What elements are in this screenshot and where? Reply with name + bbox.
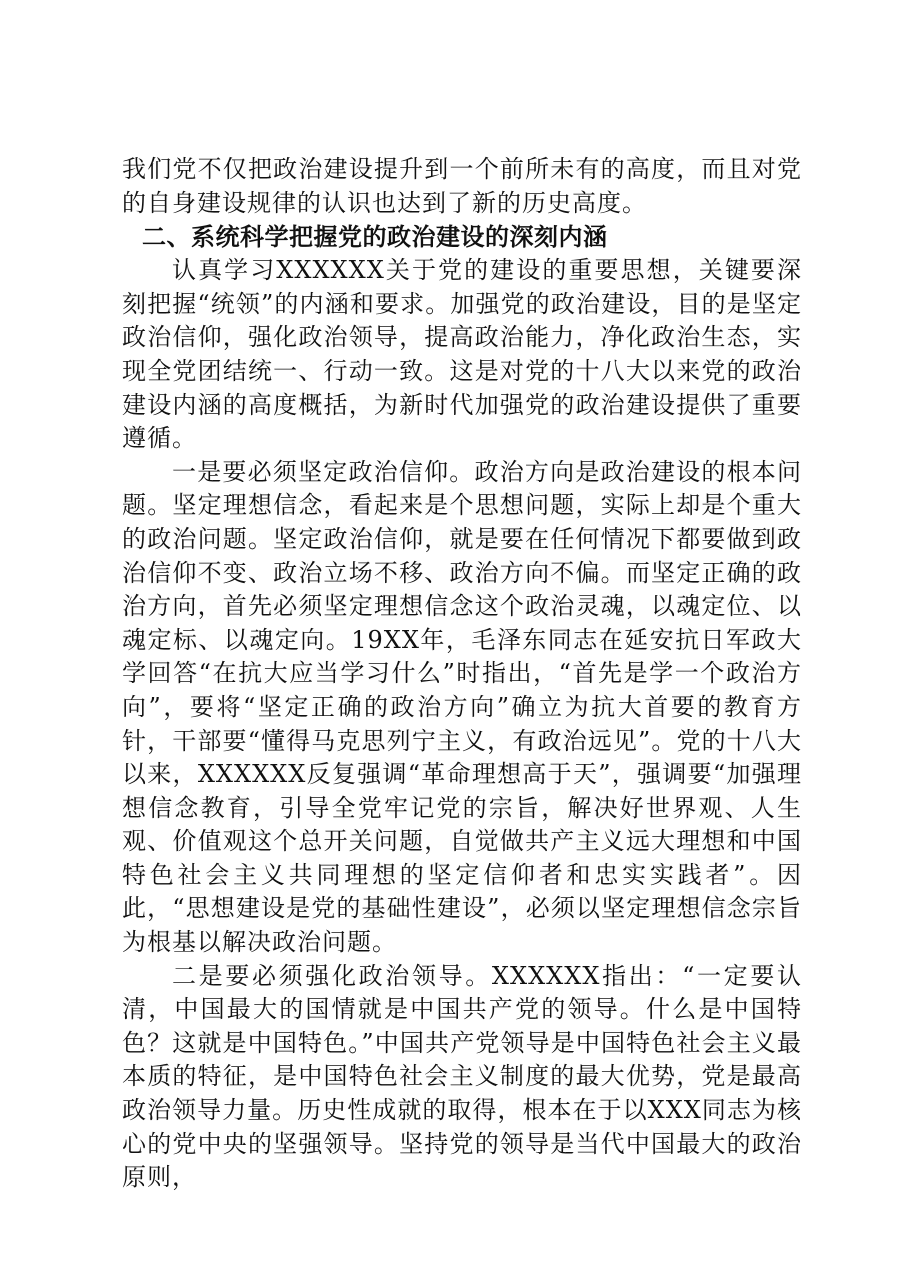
point-one-paragraph: 一是要必须坚定政治信仰。政治方向是政治建设的根本问题。坚定理想信念，看起来是个思想问题，实际上却是个重大的政治问题。坚定政治信仰，就是要在任何情况下都要做到政治信仰不变、政治立场不移、政治方向不偏。而坚定正确的政治方向，首先必须坚定理想信念这个政治灵魂，以魂定位、以魂定标、以魂定向。19XX年，毛泽东同志在延安抗日军政大学回答“在抗大应当学习什么”时指出，“首先是学一个政治方向”，要将“坚定正确的政治方向”确立为抗大首要的教育方针，干部要“懂得马克思列宁主义，有政治远见”。党的十八大以来，XXXXXX反复强调“革命理想高于天”，强调要“加强理想信念教育，引导全党牢记党的宗旨，解决好世界观、人生观、价值观这个总开关问题，自觉做共产主义远大理想和中国特色社会主义共同理想的坚定信仰者和忠实实践者”。因此，“思想建设是党的基础性建设”，必须以坚定理想信念宗旨为根基以解决政治问题。 xyxy=(122,457,802,957)
section-heading: 二、系统科学把握党的政治建设的深刻内涵 xyxy=(142,223,608,252)
continuation-paragraph: 我们党不仅把政治建设提升到一个前所未有的高度，而且对党的自身建设规律的认识也达到了新的历史高度。 xyxy=(122,155,802,217)
intro-paragraph: 认真学习XXXXXX关于党的建设的重要思想，关键要深刻把握“统领”的内涵和要求。加强党的政治建设，目的是坚定政治信仰，强化政治领导，提高政治能力，净化政治生态，实现全党团结统一、行动一致。这是对党的十八大以来党的政治建设内涵的高度概括，为新时代加强党的政治建设提供了重要遵循。 xyxy=(122,256,802,453)
document-body xyxy=(122,153,802,1195)
point-two-paragraph: 二是要必须强化政治领导。XXXXXX指出：“一定要认清，中国最大的国情就是中国共产党的领导。什么是中国特色？这就是中国特色。”中国共产党领导是中国特色社会主义最本质的特征，是中国特色社会主义制度的最大优势，党是最高政治领导力量。历史性成就的取得，根本在于以XXX同志为核心的党中央的坚强领导。坚持党的领导是当代中国最大的政治原则， xyxy=(122,961,802,1192)
